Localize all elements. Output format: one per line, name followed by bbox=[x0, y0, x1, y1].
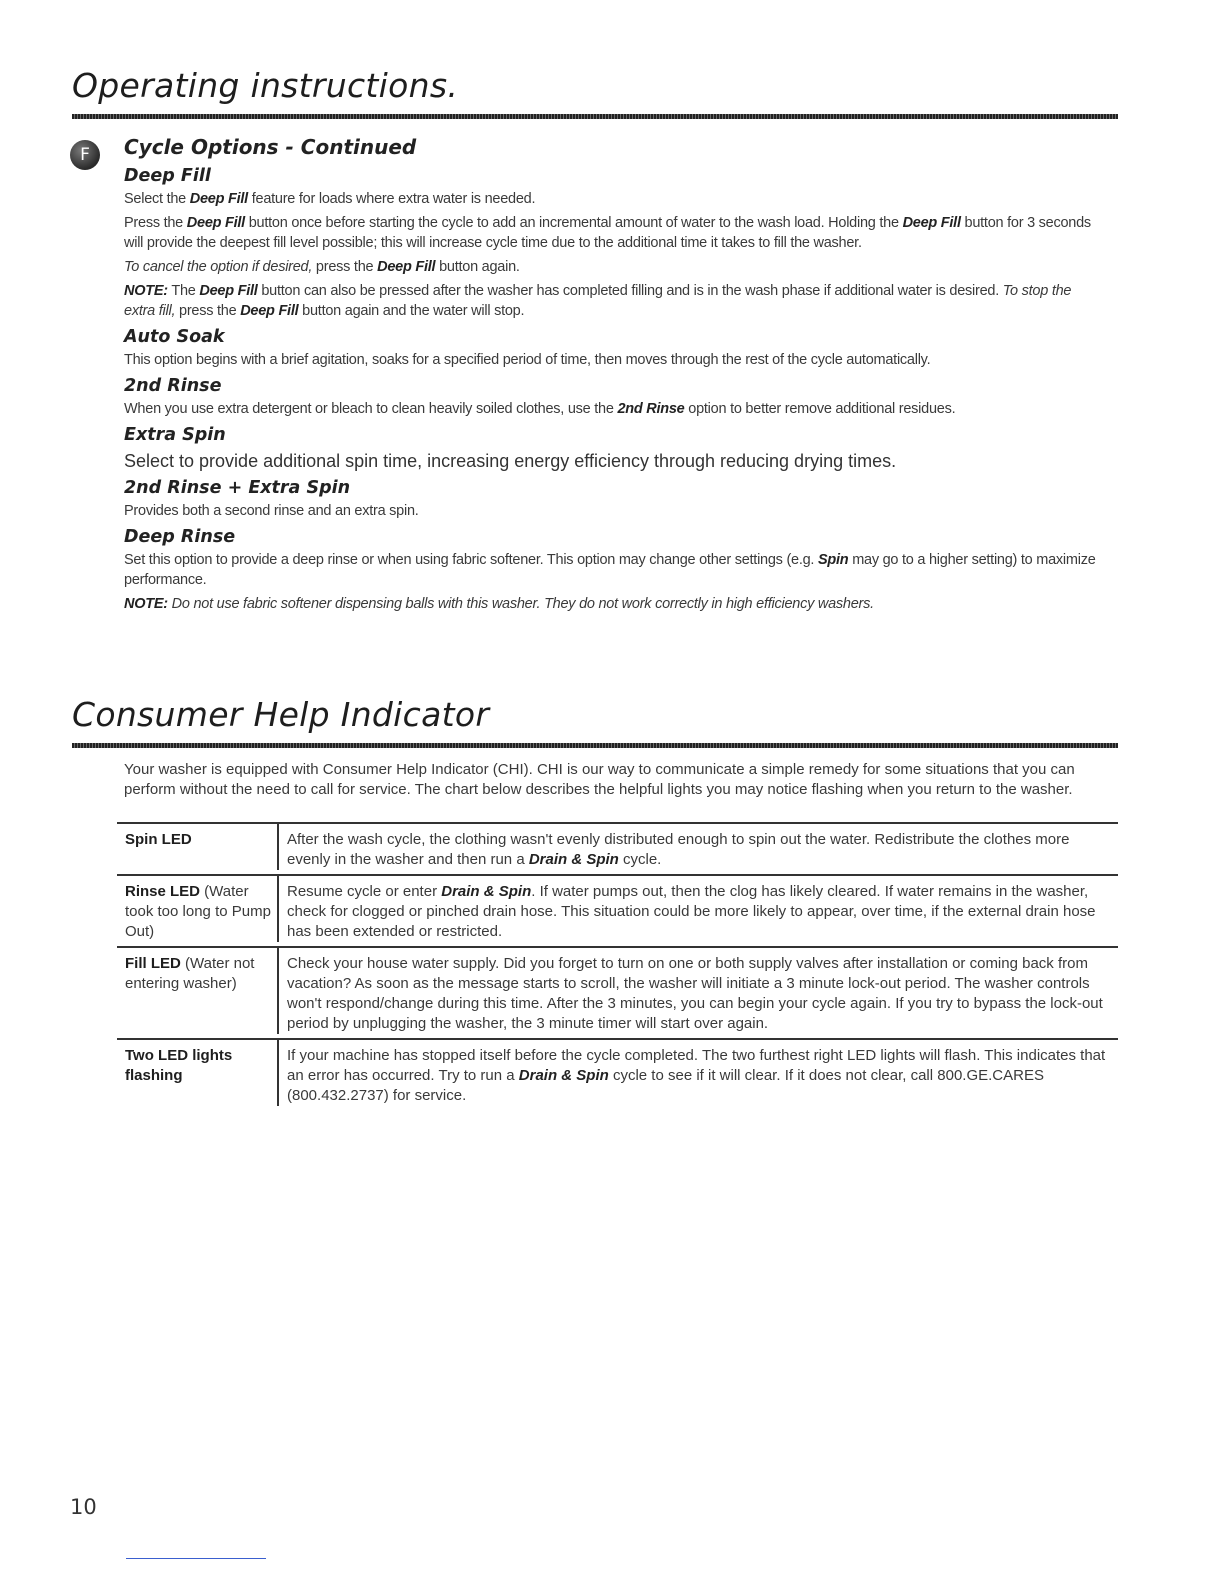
deep-fill-paragraph-1: Select the Deep Fill feature for loads where extra water is needed. bbox=[124, 191, 536, 207]
row-label: Rinse LED (Water took too long to Pump Out) bbox=[125, 883, 271, 940]
page-number: 10 bbox=[70, 1495, 97, 1519]
table-row bbox=[117, 822, 1118, 874]
rinse-extra-spin-text: Provides both a second rinse and an extra spin. bbox=[124, 503, 419, 519]
chi-intro: Your washer is equipped with Consumer Help Indicator (CHI). CHI is our way to communicate a simple remedy for some situations that you can perform without the need to call for service. The chart below describes the helpful lights you may notice flashing when you return to the washer. bbox=[124, 761, 1075, 798]
section-badge: F bbox=[70, 140, 100, 170]
chi-table bbox=[117, 822, 1118, 1110]
auto-soak-text: This option begins with a brief agitation, soaks for a specified period of time, then moves through the rest of the cycle automatically. bbox=[124, 352, 931, 368]
deep-rinse-note: NOTE: Do not use fabric softener dispensing balls with this washer. They do not work correctly in high efficiency washers. bbox=[124, 596, 874, 612]
rinse-extra-spin-title: 2nd Rinse + Extra Spin bbox=[124, 478, 351, 498]
extra-spin-text: Select to provide additional spin time, increasing energy efficiency through reducing drying times. bbox=[124, 451, 897, 471]
table-row bbox=[117, 1038, 1118, 1110]
row-label: Two LED lights flashing bbox=[125, 1047, 233, 1084]
row-label: Spin LED bbox=[125, 831, 192, 848]
row-description: If your machine has stopped itself before the cycle completed. The two furthest right LED lights will flash. This indicates that an error has occurred. Try to run a Drain & Spin cycle to see if it will clear. If it does not clear, call 800.GE.CARES (800.432.2737) for service. bbox=[277, 1040, 1118, 1106]
extra-spin-title: Extra Spin bbox=[124, 425, 226, 445]
consumer-help-indicator-heading: Consumer Help Indicator bbox=[72, 695, 490, 734]
heading-rule bbox=[72, 743, 1118, 748]
row-description: After the wash cycle, the clothing wasn't evenly distributed enough to spin out the water. Redistribute the clothes more evenly in the washer and then run a Drain & Spin cycle. bbox=[277, 824, 1118, 870]
row-label: Fill LED (Water not entering washer) bbox=[125, 955, 255, 992]
auto-soak-title: Auto Soak bbox=[124, 327, 225, 347]
deep-fill-title: Deep Fill bbox=[124, 166, 211, 186]
cycle-options-section bbox=[124, 134, 1099, 618]
row-description: Check your house water supply. Did you forget to turn on one or both supply valves after installation or coming back from vacation? As soon as the message starts to scroll, the washer will initiate a 3 minute lock-out period. The washer controls won't respond/change during this time. After the 3 minutes, you can begin your cycle again. If you try to bypass the lock-out period by unplugging the washer, the 3 minute timer will start over again. bbox=[277, 948, 1118, 1034]
deep-fill-paragraph-3: To cancel the option if desired, press the Deep Fill button again. bbox=[124, 259, 520, 275]
deep-fill-note: NOTE: The Deep Fill button can also be pressed after the washer has completed filling and is in the wash phase if additional water is desired. To stop the extra fill, press the Deep Fill button again and the water will stop. bbox=[124, 283, 1072, 319]
heading-rule bbox=[72, 114, 1118, 119]
second-rinse-text: When you use extra detergent or bleach to clean heavily soiled clothes, use the 2nd Rinse option to better remove additional residues. bbox=[124, 401, 956, 417]
deep-rinse-title: Deep Rinse bbox=[124, 527, 236, 547]
cycle-options-title: Cycle Options - Continued bbox=[124, 135, 417, 159]
footer-rule bbox=[126, 1558, 266, 1559]
deep-fill-paragraph-2: Press the Deep Fill button once before starting the cycle to add an incremental amount of water to the wash load. Holding the Deep Fill button for 3 seconds will provide the deepest fill level possible; this will increase cycle time due to the additional time it takes to fill the washer. bbox=[124, 215, 1091, 251]
operating-instructions-heading: Operating instructions. bbox=[72, 66, 459, 105]
table-row bbox=[117, 874, 1118, 946]
deep-rinse-text: Set this option to provide a deep rinse or when using fabric softener. This option may change other settings (e.g. Spin may go to a higher setting) to maximize performance. bbox=[124, 552, 1096, 588]
second-rinse-title: 2nd Rinse bbox=[124, 376, 222, 396]
row-description: Resume cycle or enter Drain & Spin. If water pumps out, then the clog has likely cleared. If water remains in the washer, check for clogged or pinched drain hose. This situation could be more likely to appear, over time, if the external drain hose has been extended or restricted. bbox=[277, 876, 1118, 942]
table-row bbox=[117, 946, 1118, 1038]
